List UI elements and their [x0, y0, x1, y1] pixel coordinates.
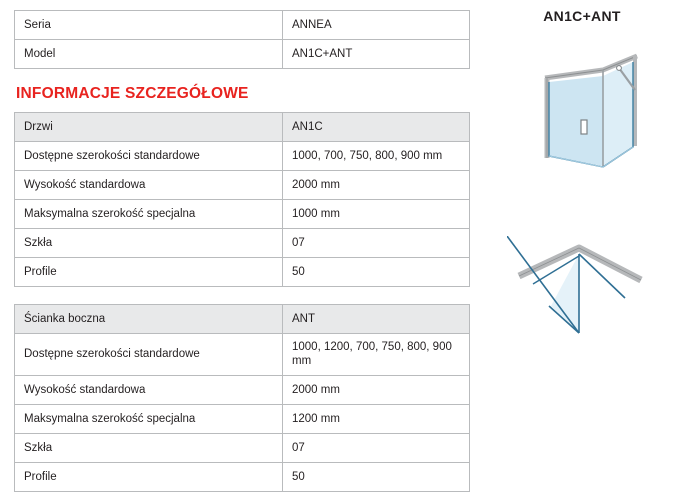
series-model-table: [14, 10, 470, 69]
side-profile-value: 50: [283, 462, 470, 491]
series-value: ANNEA: [283, 11, 470, 40]
table-row: [15, 334, 470, 376]
section-heading: INFORMACJE SZCZEGÓŁOWE: [16, 85, 249, 102]
table-row: [15, 404, 470, 433]
table-row: [15, 40, 470, 69]
door-max-width-value: 1000 mm: [283, 200, 470, 229]
door-widths-label: Dostępne szerokości standardowe: [15, 142, 283, 171]
door-specs-table: [14, 112, 470, 287]
table-row: [15, 258, 470, 287]
side-max-width-value: 1200 mm: [283, 404, 470, 433]
door-height-label: Wysokość standardowa: [15, 171, 283, 200]
table-spacer: [14, 287, 470, 304]
table-row: [15, 11, 470, 40]
model-value: AN1C+ANT: [283, 40, 470, 69]
model-label: Model: [15, 40, 283, 69]
table-row: [15, 462, 470, 491]
door-profile-value: 50: [283, 258, 470, 287]
door-glass-value: 07: [283, 229, 470, 258]
table-row: [15, 375, 470, 404]
figures-column: [492, 8, 672, 346]
door-header-value: AN1C: [283, 113, 470, 142]
door-header-label: Drzwi: [15, 113, 283, 142]
side-widths-label: Dostępne szerokości standardowe: [15, 334, 283, 376]
figure-title: AN1C+ANT: [543, 8, 621, 24]
side-header-value: ANT: [283, 305, 470, 334]
specifications-column: [14, 10, 470, 492]
table-row: [15, 171, 470, 200]
side-profile-label: Profile: [15, 462, 283, 491]
door-height-value: 2000 mm: [283, 171, 470, 200]
side-height-value: 2000 mm: [283, 375, 470, 404]
table-row: [15, 142, 470, 171]
door-profile-label: Profile: [15, 258, 283, 287]
shower-enclosure-plan-drawing: [507, 236, 657, 346]
side-header-label: Ścianka boczna: [15, 305, 283, 334]
side-glass-value: 07: [283, 433, 470, 462]
table-row: [15, 305, 470, 334]
table-row: [15, 200, 470, 229]
table-row: [15, 229, 470, 258]
side-widths-value: 1000, 1200, 700, 750, 800, 900 mm: [283, 334, 470, 376]
shower-enclosure-3d-drawing: [507, 34, 657, 184]
door-glass-label: Szkła: [15, 229, 283, 258]
table-row: [15, 113, 470, 142]
side-panel-specs-table: [14, 304, 470, 492]
door-max-width-label: Maksymalna szerokość specjalna: [15, 200, 283, 229]
series-label: Seria: [15, 11, 283, 40]
door-widths-value: 1000, 700, 750, 800, 900 mm: [283, 142, 470, 171]
side-height-label: Wysokość standardowa: [15, 375, 283, 404]
side-glass-label: Szkła: [15, 433, 283, 462]
table-row: [15, 433, 470, 462]
side-max-width-label: Maksymalna szerokość specjalna: [15, 404, 283, 433]
